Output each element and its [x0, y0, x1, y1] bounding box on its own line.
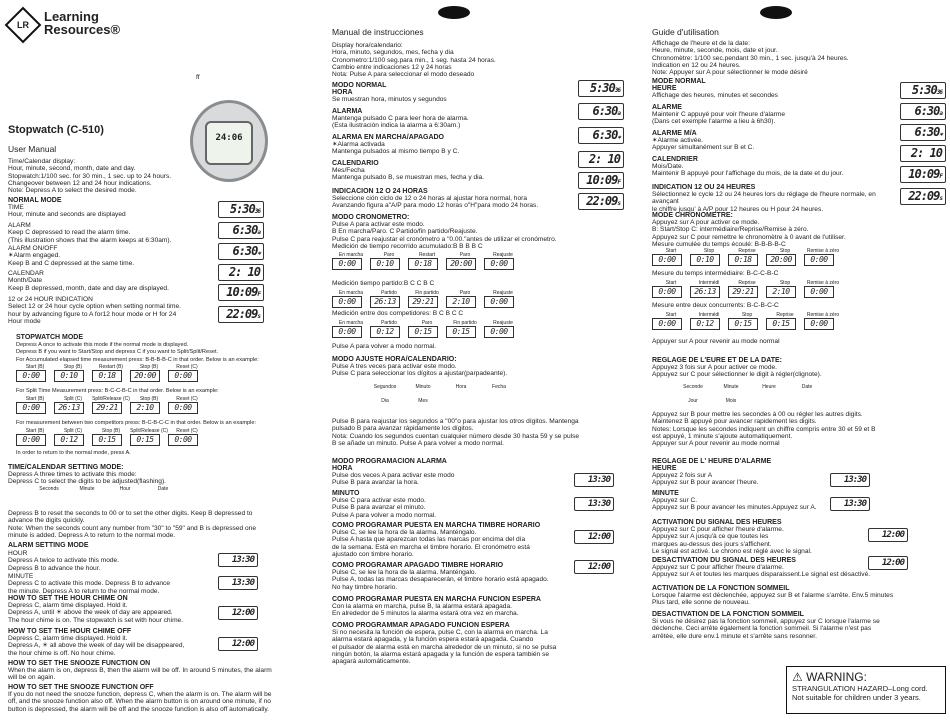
fr-min-heading: MINUTE — [652, 490, 679, 497]
hour-chime-on-text: Depress C, alarm time displayed. Hold it. Depress A, until ☀ above the week of day are appeared. The hour chime is on. The stopwatch is set with hour chime. — [8, 602, 184, 624]
calendar-text: CALENDAR Month/Date Keep B depressed, month, date and day are displayed. — [8, 270, 169, 292]
flow-split-text: For Split Time Measurement press: B-C-C-B-C in that order. Below is an example: — [16, 388, 219, 394]
lcd-calendar-2: 10:09F — [218, 284, 264, 301]
es-ajuste-diagram: Segundos Minuto Hora Fecha Dia Mes — [373, 384, 506, 404]
alarm-text: ALARM Keep C depressed to read the alarm time. (This illustration shows that the alarm keeps at 6:30am). — [8, 222, 172, 244]
stray-text: ff — [196, 74, 200, 81]
es-flow-3: En marcha Partido Paro Fin partido Reajuste 0:00 0:12 0:15 0:15 0:00 — [332, 320, 522, 338]
alarm-onoff-text: ALARM ON/OFF ✶Alarm engaged. Keep B and C depressed at the same time. — [8, 245, 135, 267]
tcs-heading: TIME/CALENDAR SETTING MODE: — [8, 464, 124, 471]
fr-ra-heading: REGLAGE DE L' HEURE D'ALARME — [652, 458, 772, 465]
fr-flow-1: Start Stop Reprise Stop Remise à zéro 0:00 0:10 0:18 20:00 0:00 — [652, 248, 842, 266]
lcd-chime-off: 12:00 — [218, 637, 258, 651]
es-hora-heading: HORA — [332, 89, 353, 96]
es-lcd-p1: 12:00 — [574, 530, 614, 544]
es-intro: Display hora/calendario: Hora, minuto, segundos, mes, fecha y dia Cronometro:1/100 seg.para min., 1 seg. hasta 24 horas. Cambio entre indicaciones 12 y 24 horas Nota: Pulse A para seleccionar el modo deseado — [332, 42, 496, 79]
stopwatch-heading: STOPWATCH MODE — [16, 334, 84, 341]
es-p1-heading: COMO PROGRAMAR PUESTA EN MARCHA TIMBRE HORARIO — [332, 522, 541, 529]
fr-reg-text: Appuyez 3 fois sur A pour activer ce mode. Appuyez sur C pour sélectionner le digit à régler(clignote). — [652, 364, 822, 379]
fr-reg-text-2: Appuyez sur B pour mettre les secondes à 00 ou régler les autres digits. Maintenez B appuyé pour avancer rapidement les digits. Notes: Lorsque les secondes indiquent un chiffre compris entre 30 et 59 et B est appuyé, 1 minute s'ajoute automatiquement. Appuyer sur A pour revenir au mode normal — [652, 411, 876, 448]
fr-cal-text: Mois/Date. Maintenir B appuyé pour l'affichage du mois, de la date et du jour. — [652, 163, 844, 178]
warning-title: ⚠ WARNING: — [792, 670, 867, 684]
logo-mark-icon: LR — [5, 7, 42, 44]
es-lcd-alarm: 6:30a — [578, 103, 624, 120]
es-alarma-heading: ALARMA — [332, 108, 363, 115]
fr-intro: Affichage de l'heure et de la date: Heure, minute, seconde, mois, date et jour. Chronomètre: 1/100 sec.pendant 30 min., 1 sec. jusqu'à 24 heures. Indication en 12 ou 24 heures. Note: Appuyer sur A pour sélectionner le mode désiré — [652, 40, 849, 77]
es-ajuste-heading: MODO AJUSTE HORA/CALENDARIO: — [332, 356, 457, 363]
fr-a4-heading: DESACTIVATION DE LA FONCTION SOMMEIL — [652, 611, 804, 618]
snooze-off-text: If you do not need the snooze function, depress C, when the alarm is on. The alarm will be off, and the snooze function also off. When the alarm button is on around one minute, if no button is depressed, the alarm will be off and the snooze function is also off automatically. — [8, 691, 272, 713]
es-crono-heading: MODO CRONOMETRO: — [332, 214, 410, 221]
es-alarma-onoff-heading: ALARMA EN MARCHA/APAGADO — [332, 134, 444, 141]
es-normal-heading: MODO NORMAL — [332, 82, 387, 89]
fr-chrono-heading: MODE CHRONOMETRE: — [652, 212, 733, 219]
fr-a1-text: Appuyez sur C pour afficher l'heure d'alarme. Appuyez sur A jusqu'à ce que toutes les marques au-dessus des jours s'affichent. Le signal est activé. Le chrono est réglé avec le signal. — [652, 526, 812, 555]
lcd-alarm-on: 6:30✶ — [218, 243, 264, 260]
es-hora-text: Se muestran hora, minutos y segundos — [332, 96, 447, 103]
lcd-24h: 22:09s — [218, 306, 264, 323]
es-flow-3-text: Medición entre dos competidores: B C B C C — [332, 310, 464, 317]
fr-ind-text: Sélectionnez le cycle 12 ou 24 heures lors du réglage de l'heure normale, en avançant le chiffre jusqu' à A/P pour 12 heures ou H pour 24 heures. — [652, 191, 876, 213]
fr-a2-text: Appuyez sur C pour afficher l'heure d'alarme. Appuyez sur A et toutes les marques disparaissent.Le signal est désactivé. — [652, 564, 871, 579]
snooze-on-heading: HOW TO SET THE SNOOZE FUNCTION ON — [8, 660, 151, 667]
snooze-off-heading: HOW TO SET THE SNOOZE FUNCTION OFF — [8, 684, 154, 691]
fr-lcd-a2: 12:00 — [868, 556, 908, 570]
fr-a4-text: Si vous ne désirez pas la fonction sommeil, appuyez sur C lorsque l'alarme se déclenche. Ceci arrête également la fonction sommeil. Si l'alarme n'est pas arrêtée, elle dure env.1 minute et s'arrête sans resonner. — [652, 618, 880, 640]
fr-a3-text: Lorsque l'alarme est déclenchée, appuyez sur B et l'alarme s'arrête. Env.5 minutes Plus tard, elle sonne de nouveau. — [652, 592, 894, 607]
es-cal-heading: CALENDARIO — [332, 160, 379, 167]
es-p3-text: Con la alarma en marcha, pulse B, la alarma estará apagada. En alrededor de 5 minutos la alarma estará otra vez en marcha. — [332, 603, 519, 618]
es-ajuste-text-2: Pulse B para reajustar los segundos a "00"o para ajustar los otros dígitos. Mantenga pulsado B para avanzar rápidamente los dígitos. Nota: Cuando los segundos cuentan cualquier número desde 30 hasta 59 y se pulse B se añade un minuto. Pulse A para volver a modo normal. — [332, 418, 580, 447]
lcd-chime-on: 12:00 — [218, 606, 258, 620]
es-lcd-alarm-on: 6:30✶ — [578, 127, 624, 144]
fr-flow-3: Start Intermédi Stop Reprise Remise à zéro 0:00 0:12 0:15 0:15 0:00 — [652, 312, 842, 330]
lcd-alarm-minute: 13:30 — [218, 576, 258, 590]
es-ind-heading: INDICACION 12 O 24 HORAS — [332, 188, 428, 195]
timecal-text: Time/Calendar display: Hour, minute, second, month, date and day. Stopwatch:1/100 sec. for 30 min., 1 sec. up to 24 hours. Changeover between 12 and 24 hour indications. Note: Depress A to select the desired mode. — [8, 158, 172, 195]
fr-lcd-time: 5:3036 — [900, 82, 946, 99]
normal-mode-heading: NORMAL MODE — [8, 197, 62, 204]
es-prog-hora-heading: HORA — [332, 465, 353, 472]
es-alarma-onoff-text: ✶Alarma activada Mantenga pulsados al mismo tiempo B y C. — [332, 141, 460, 156]
es-p2-heading: COMO PROGRAMAR APAGADO TIMBRE HORARIO — [332, 562, 504, 569]
tcs-text-2: Depress B to reset the seconds to 00 or to set the other digits. Keep B depressed to advance the digits quickly. Note: When the seconds count any number from "30" to "59" and B is depressed one minute is added. Depress A to return to the normal mode. — [8, 510, 256, 539]
fr-lcd-cal2: 10:09F — [900, 166, 946, 183]
fr-a3-heading: ACTIVATION DE LA FONCTION SOMMEIL — [652, 585, 790, 592]
english-column — [0, 0, 318, 722]
hour-chime-off-text: Depress C, alarm time displayed. Hold it. Depress A, ☀ all above the week of day will be disappeared, the hour chime is off. No hour chime. — [8, 635, 185, 657]
fr-flow-3-text: Mesure entre deux concurrents: B-C-B-C-C — [652, 302, 779, 309]
warning-line-2: Not suitable for children under 3 years. — [792, 693, 921, 702]
fr-heure-text: Affichage des heures, minutes et secondes — [652, 92, 778, 99]
es-p1-text: Pulse C, se lee la hora de la alarma. Manténgalo. Pulse A hasta que aparezcan todas las marcas por encima del día de la semana. Está en marcha el timbre horario. El cronómetro está ajustado con timbre horario. — [332, 529, 530, 558]
fr-title: Guide d'utilisation — [652, 27, 719, 37]
es-ajuste-text: Pulse A tres veces para activar este modo. Pulse C para seleccionar los dígitos a ajustar(parpadeante). — [332, 363, 508, 378]
flow-return-text: In order to return to the normal mode, press A. — [16, 450, 131, 456]
fr-lcd-alarm-on: 6:30✶ — [900, 124, 946, 141]
fr-chrono-text: Appuyez sur A pour activer ce mode. B: Start/Stop C: intermédiaire/Reprise/Remise à zéro. Appuyez sur C pour remettre le chronomètre à 0 avant de l'utiliser. Mesure cumulée du temps écoulé: B-B-B-B-C — [652, 219, 846, 248]
es-p4-text: Si no necesita la función de espera, pulse C, con la alarma en marcha. La alarma estará apagada, y la función espera estará apagada. Cuando el pulsador de alarma está en marcha alrededor de un minuto, si no se pulsa ningún botón, la alarma estará apagada y la función de espera también se apagará automáticamente. — [332, 629, 557, 666]
es-cal-text: Mes/Fecha Mantenga pulsado B, se muestran mes, fecha y dia. — [332, 167, 485, 182]
es-lcd-cal2: 10:09F — [578, 172, 624, 189]
tcs-diagram: Seconds Minute Hour Date — [39, 486, 169, 492]
fr-am-text: ✶Alarme activée. Appuyer simultanément sur B et C. — [652, 137, 755, 152]
alarm-setting-text: HOUR Depress A twice to activate this mode. Depress B to advance the hour. — [8, 550, 120, 572]
es-prog-alarma-heading: MODO PROGRAMACION ALARMA — [332, 458, 447, 465]
fr-alarme-text: Maintenir C appuyé pour voir l'heure d'alarme (Dans cet exemple l'alarme a lieu à 6h30). — [652, 111, 785, 126]
logo-line2: Resources® — [44, 22, 121, 37]
tcs-text: Depress A three times to activate this mode: Depress C to select the digits to be adjusted(flashing). — [8, 471, 166, 486]
warning-line-1: STRANGULATION HAZARD–Long cord. — [792, 684, 928, 693]
es-crono-text: Pulse A para activar este modo. B En marcha/Paro. C Partido/fin partido/Reajuste. Pulse C para reajustar el cronómetro a "0.00."antes de utilizar el cronómetro. Medición de tiempo recorrido acumulado:B B B B C — [332, 221, 557, 250]
fr-normal-heading: MODE NORMAL — [652, 78, 706, 85]
es-min-text: Pulse C para activar este modo. Pulse B para avanzar el minuto. Pulse A para volver a modo normal. — [332, 497, 437, 519]
fr-am-heading: ALARME M/A — [652, 130, 697, 137]
es-lcd-time: 5:3036 — [578, 80, 624, 97]
fr-lcd-cal: 2: 10 — [900, 145, 946, 162]
minute-text: MINUTE Depress C to activate this mode. Depress B to advance the minute. Depress A to return to the normal mode. — [8, 573, 170, 595]
flow-competitors: Start (B) Split (C) Stop (B) Split/Release (C) Reset (C) 0:00 0:12 0:15 0:15 0:00 — [16, 428, 206, 446]
spanish-column — [326, 0, 626, 722]
es-flow-2: En marcha Partido Fin partido Paro Reajuste 0:00 26:13 29:21 2:10 0:00 — [332, 290, 522, 308]
lcd-time: 5:3036 — [218, 201, 264, 218]
es-alarma-text: Mantenga pulsado C para leer hora de alarma. (Esta ilustración indica la alarma a 6:30am.) — [332, 115, 469, 130]
es-prog-alarma-text: Pulse dos veces A para activar este modo Pulse B para avanzar la hora. — [332, 472, 455, 487]
fr-flow-2-text: Mesure du temps intermédiaire: B-C-C-B-C — [652, 270, 779, 277]
fr-a2-heading: DESACTIVATION DU SIGNAL DES HEURES — [652, 557, 796, 564]
fr-lcd-24h: 22:09s — [900, 188, 946, 205]
es-lcd-prog-min: 13:30 — [574, 497, 614, 511]
flow-split: Start (B) Split (C) Split/Release (C) Stop (B) Reset (C) 0:00 26:13 29:21 2:10 0:00 — [16, 396, 206, 414]
logo-line1: Learning — [44, 9, 99, 24]
fr-flow-2: Start Intermédi Reprise Stop Remise à zéro 0:00 26:13 29:21 2:10 0:00 — [652, 280, 842, 298]
snooze-on-text: When the alarm is on, depress B, then the alarm will be off. In around 5 minutes, the alarm will be on again. — [8, 667, 272, 682]
subtitle: User Manual — [8, 144, 57, 154]
fr-ra-heure-heading: HEURE — [652, 465, 677, 472]
hour-indication-text: 12 or 24 HOUR INDICATION Select 12 or 24 hour cycle option when setting normal time. hour by advancing figure to A for12 hour mode or H for 24 Hour mode — [8, 296, 181, 325]
brand-logo — [6, 8, 120, 38]
fr-lcd-ra-hour: 13:30 — [830, 473, 870, 487]
es-p2-text: Pulse C, se lee la hora de la alarma. Manténgalo. Pulse A, todas las marcas desaparecerán, el timbre horario está apagado. No hay timbre horario. — [332, 569, 549, 591]
fr-lcd-ra-min: 13:30 — [830, 497, 870, 511]
es-p3-heading: COMO PROGRAMAR PUESTA EN MARCHA FUNCION ESPERA — [332, 596, 541, 603]
french-column — [650, 0, 950, 722]
es-lcd-p2: 12:00 — [574, 560, 614, 574]
es-lcd-24h: 22:09s — [578, 193, 624, 210]
es-lcd-cal: 2: 10 — [578, 151, 624, 168]
stopwatch-text: Depress A once to activate this mode if the normal mode is displayed. Depress B if you want to Start/Stop and depress C if you want to Split/Split/Reset. For Accumulated elapsed time measurement press: B-B-B-B-C in that order. Below is an example: — [16, 342, 259, 363]
hour-chime-off-heading: HOW TO SET THE HOUR CHIME OFF — [8, 628, 132, 635]
lcd-calendar: 2: 10 — [218, 264, 264, 281]
alarm-setting-heading: ALARM SETTING MODE — [8, 542, 89, 549]
es-min-heading: MINUTO — [332, 490, 360, 497]
es-p4-heading: COMO PROGRAMMAR APAGADO FUNCION ESPERA — [332, 622, 510, 629]
fr-cal-heading: CALENDRIER — [652, 156, 698, 163]
es-lcd-prog-hour: 13:30 — [574, 473, 614, 487]
es-flow-end: Pulse A para volver a modo normal. — [332, 343, 437, 350]
lcd-alarm-hour: 13:30 — [218, 553, 258, 567]
es-flow-1: En marcha Paro Restart Paro Reajuste 0:00 0:10 0:18 20:00 0:00 — [332, 252, 522, 270]
fr-min-text: Appuyez sur C. Appuyez sur B pour avancer les minutes.Appuyez sur A. — [652, 497, 817, 512]
fr-alarme-heading: ALARME — [652, 104, 682, 111]
es-ind-text: Seleccione ción ciclo de 12 o 24 horas al ajustar hora normal, hora Avanzando figura a"A/P para modo 12 horas o"H"para modo 24 horas. — [332, 195, 539, 210]
fr-ra-text: Appuyez 2 fois sur A Appuyez sur B pour avancer l'heure. — [652, 472, 759, 487]
fr-reg-diagram: Seconde Minute Heure Date Jour Mois — [683, 384, 813, 404]
fr-flow-end: Appuyer sur A pour revenir au mode normal — [652, 338, 780, 345]
fr-ind-heading: INDICATION 12 OU 24 HEURES — [652, 184, 756, 191]
flow-accumulated: Start (B) Stop (B) Restart (B) Stop (B) Reset (C) 0:00 0:10 0:18 20:00 0:00 — [16, 364, 206, 382]
fr-a1-heading: ACTIVATION DU SIGNAL DES HEURES — [652, 519, 782, 526]
flow-competitors-text: For measurement between two competitors press: B-C-B-C-C in that order. Below is an example: — [16, 420, 257, 426]
warning-box — [786, 666, 946, 714]
fr-lcd-alarm: 6:30a — [900, 103, 946, 120]
title: Stopwatch (C-510) — [8, 124, 104, 136]
fr-reg-heading: REGLAGE DE L'EURE ET DE LA DATE: — [652, 357, 783, 364]
lcd-alarm: 6:30a — [218, 222, 264, 239]
es-flow-2-text: Medición tiempo partido:B C C B C — [332, 280, 435, 287]
time-text: TIME Hour, minute and seconds are displayed — [8, 204, 126, 219]
fr-lcd-a1: 12:00 — [868, 528, 908, 542]
clock-display: 24:06 — [205, 121, 253, 165]
hour-chime-on-heading: HOW TO SET THE HOUR CHIME ON — [8, 595, 128, 602]
es-title: Manual de instrucciones — [332, 27, 424, 37]
fr-heure-heading: HEURE — [652, 85, 677, 92]
